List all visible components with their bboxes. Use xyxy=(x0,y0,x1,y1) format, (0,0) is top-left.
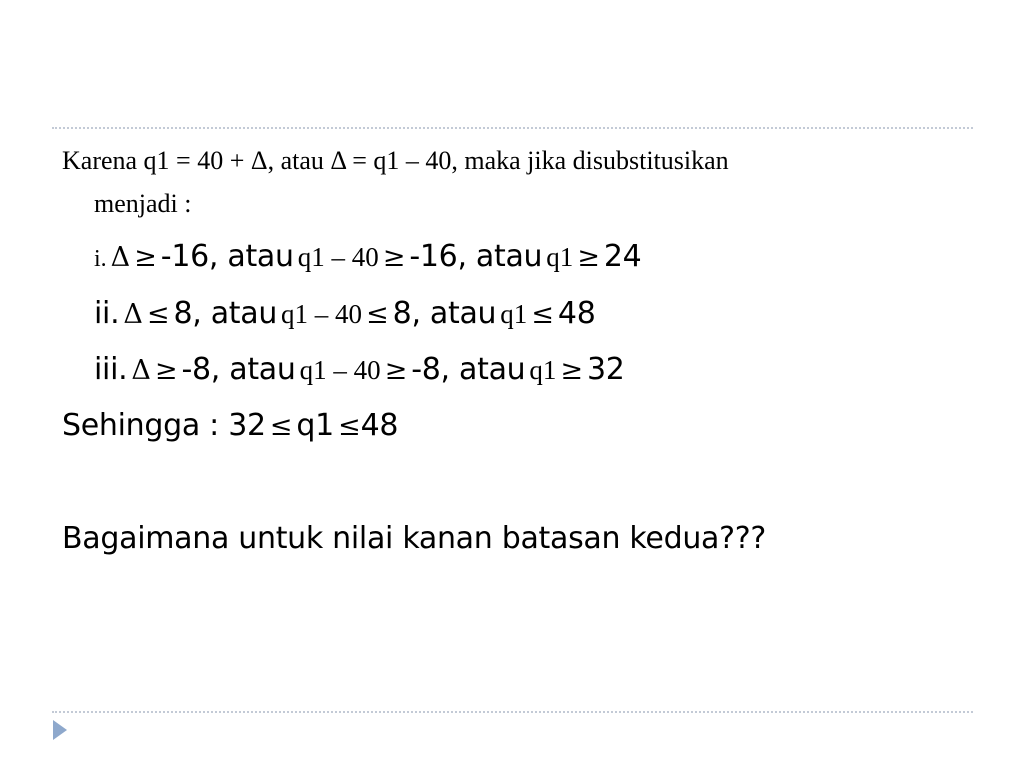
top-divider xyxy=(52,127,973,129)
case-iii-variable: q1 xyxy=(529,355,557,385)
relation-symbol: ≤ xyxy=(366,299,389,330)
relation-symbol: ≤ xyxy=(269,411,293,442)
case-iii-value-2: -8, atau xyxy=(411,352,526,387)
conclusion-prefix: Sehingga : 32 xyxy=(62,408,266,443)
case-i-value-1: -16, atau xyxy=(160,239,294,274)
delta-symbol: Δ xyxy=(110,242,131,273)
relation-symbol: ≥ xyxy=(154,355,178,386)
case-i-label: i. xyxy=(94,246,107,272)
case-i-expression: q1 – 40 xyxy=(297,242,379,272)
case-iii-value-1: -8, atau xyxy=(181,352,296,387)
conclusion-upper-bound: 48 xyxy=(360,408,399,443)
delta-symbol: Δ xyxy=(123,299,143,330)
case-iii xyxy=(94,352,625,387)
case-ii-value-2: 8, atau xyxy=(392,296,497,331)
conclusion xyxy=(62,408,399,443)
case-ii xyxy=(94,296,596,331)
case-ii-value-1: 8, atau xyxy=(173,296,278,331)
case-iii-expression: q1 – 40 xyxy=(299,355,381,385)
case-i-value-2: -16, atau xyxy=(409,239,543,274)
conclusion-variable: q1 xyxy=(296,408,334,443)
case-i-variable: q1 xyxy=(546,242,574,272)
relation-symbol: ≥ xyxy=(577,242,600,273)
case-ii-variable: q1 xyxy=(500,299,528,329)
relation-symbol: ≥ xyxy=(384,355,408,386)
bottom-divider xyxy=(52,711,973,713)
triangle-bullet-icon xyxy=(53,720,67,740)
case-ii-result: 48 xyxy=(557,296,596,331)
intro-line-2: menjadi : xyxy=(94,189,192,218)
relation-symbol: ≥ xyxy=(382,242,406,273)
relation-symbol: ≥ xyxy=(134,242,157,273)
case-iii-result: 32 xyxy=(587,352,625,387)
case-i-result: 24 xyxy=(603,239,642,274)
relation-symbol: ≤ xyxy=(531,299,554,330)
question: Bagaimana untuk nilai kanan batasan kedua??? xyxy=(62,521,767,556)
relation-symbol: ≤ xyxy=(337,411,361,442)
relation-symbol: ≥ xyxy=(560,355,583,386)
intro-line-1: Karena q1 = 40 + Δ, atau Δ = q1 – 40, maka jika disubstitusikan xyxy=(62,146,729,175)
delta-symbol: Δ xyxy=(131,355,151,386)
case-iii-label: iii. xyxy=(94,352,128,387)
case-i xyxy=(94,239,642,274)
relation-symbol: ≤ xyxy=(146,299,170,330)
case-ii-label: ii. xyxy=(94,296,120,331)
case-ii-expression: q1 – 40 xyxy=(281,299,363,329)
